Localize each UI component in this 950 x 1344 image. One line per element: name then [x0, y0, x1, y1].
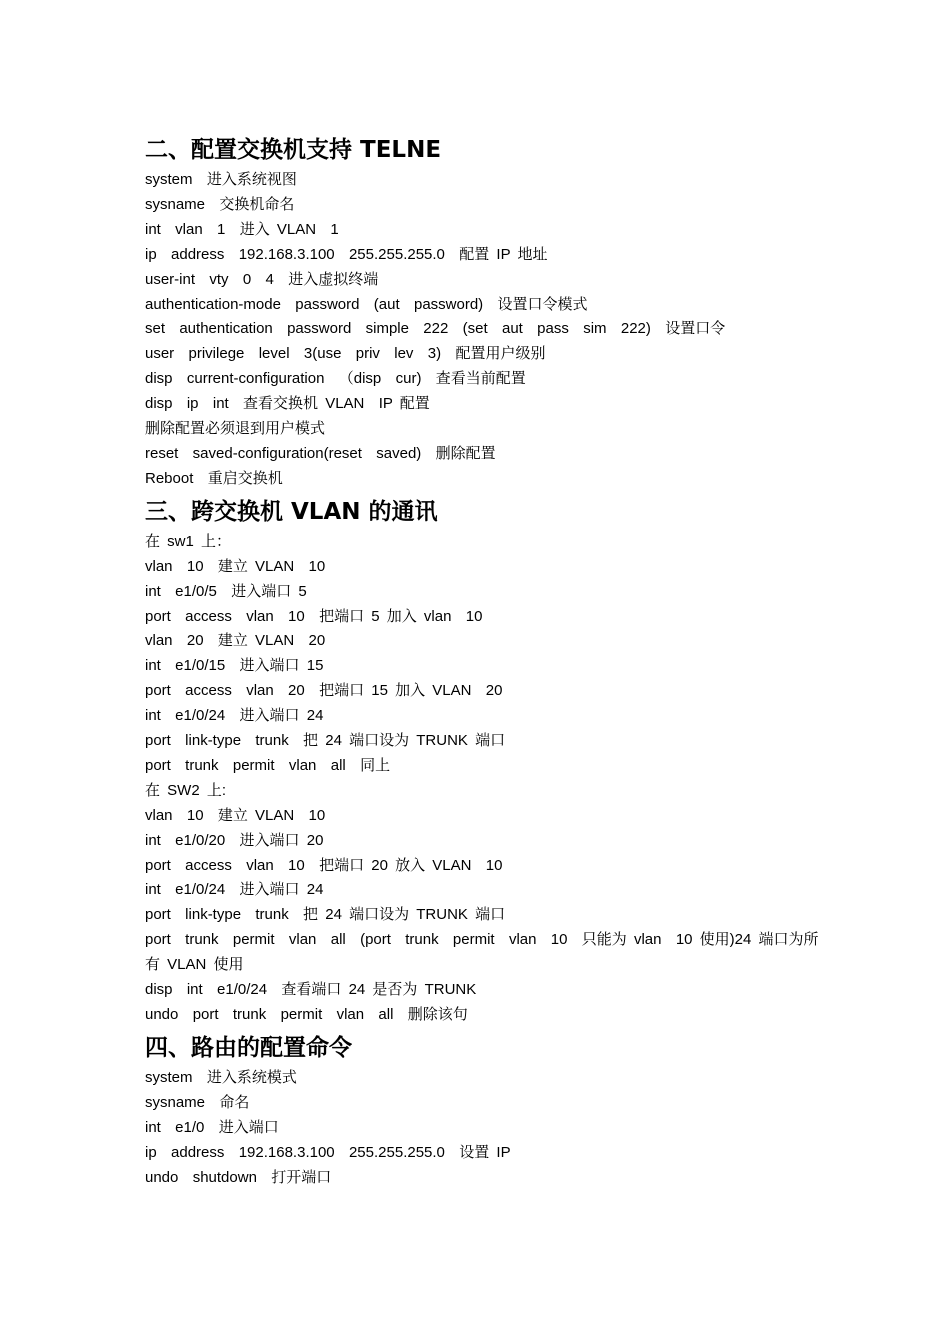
text-line: reset saved-configuration(reset saved) 删除配置 [145, 444, 496, 462]
text-line: sysname 命名 [145, 1093, 250, 1111]
text-line: int e1/0/24 进入端口 24 [145, 881, 324, 899]
text-line: port link-type trunk 把 24 端口设为 TRUNK 端口 [145, 732, 506, 750]
text-line: int e1/0/20 进入端口 20 [145, 831, 324, 849]
text-line: vlan 10 建立 VLAN 10 [145, 557, 326, 575]
text-line: Reboot 重启交换机 [145, 469, 283, 487]
text-line: port trunk permit vlan all (port trunk permit vlan 10 只能为 vlan 10 使用)24 端口为所有 VLAN 使用 [145, 931, 819, 974]
document-body [145, 132, 825, 1190]
text-line: disp current-configuration （disp cur) 查看当前配置 [145, 370, 526, 388]
text-line: 删除配置必须退到用户模式 [145, 420, 326, 438]
text-line: sysname 交换机命名 [145, 195, 295, 213]
section-heading: 四、路由的配置命令 [145, 1034, 352, 1061]
section-switch-telnet [145, 132, 825, 492]
text-line: ip address 192.168.3.100 255.255.255.0 设置 IP [145, 1143, 511, 1161]
text-line: set authentication password simple 222 (set aut pass sim 222) 设置口令 [145, 320, 726, 338]
text-line: vlan 10 建立 VLAN 10 [145, 806, 326, 824]
text-line: undo shutdown 打开端口 [145, 1168, 332, 1186]
text-line: vlan 20 建立 VLAN 20 [145, 632, 326, 650]
text-line: int e1/0/5 进入端口 5 [145, 582, 307, 600]
text-line: system 进入系统模式 [145, 1068, 297, 1086]
text-line: int e1/0/24 进入端口 24 [145, 707, 324, 725]
text-line: disp int e1/0/24 查看端口 24 是否为 TRUNK [145, 981, 477, 999]
text-line: port link-type trunk 把 24 端口设为 TRUNK 端口 [145, 906, 506, 924]
text-line: system 进入系统视图 [145, 171, 297, 188]
section-heading: 三、跨交换机 VLAN 的通讯 [145, 498, 438, 525]
text-line: port trunk permit vlan all 同上 [145, 756, 391, 774]
section-cross-switch-vlan [145, 494, 825, 1028]
text-line: port access vlan 20 把端口 15 加入 VLAN 20 [145, 682, 503, 700]
text-line: ip address 192.168.3.100 255.255.255.0 配置 IP 地址 [145, 245, 548, 263]
text-line: disp ip int 查看交换机 VLAN IP 配置 [145, 395, 430, 413]
text-line: port access vlan 10 把端口 5 加入 vlan 10 [145, 607, 483, 625]
text-line: authentication-mode password (aut password) 设置口令模式 [145, 295, 588, 313]
text-line: user privilege level 3(use priv lev 3) 配置用户级别 [145, 345, 546, 363]
text-line: int vlan 1 进入 VLAN 1 [145, 220, 339, 238]
text-line: user-int vty 0 4 进入虚拟终端 [145, 270, 379, 288]
text-line: 在 sw1 上： [145, 532, 232, 550]
text-line: undo port trunk permit vlan all 删除该句 [145, 1006, 468, 1023]
text-line: 在 SW2 上: [145, 781, 227, 799]
section-heading: 二、配置交换机支持 TELNE [145, 137, 442, 163]
text-line: int e1/0 进入端口 [145, 1118, 279, 1136]
text-line: int e1/0/15 进入端口 15 [145, 657, 324, 675]
section-router-config [145, 1030, 825, 1191]
text-line: port access vlan 10 把端口 20 放入 VLAN 10 [145, 856, 503, 874]
